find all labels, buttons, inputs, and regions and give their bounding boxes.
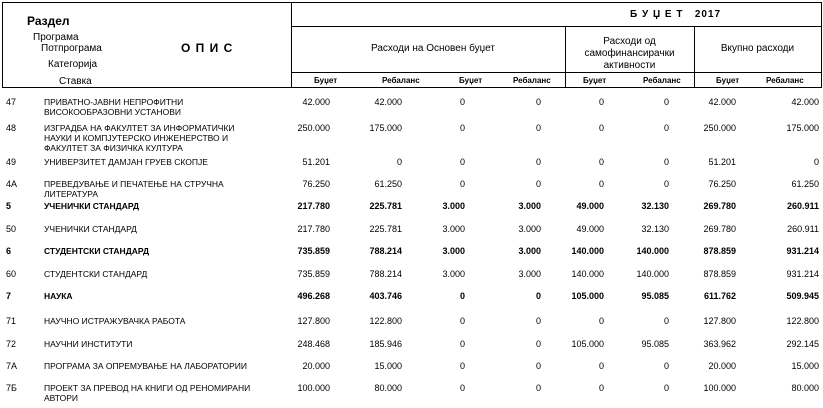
row-value: 51.201 (708, 157, 736, 167)
row-value: 140.000 (571, 246, 604, 256)
row-value: 0 (535, 291, 541, 301)
row-value: 0 (535, 339, 541, 349)
header-bottom-rule (2, 87, 822, 88)
row-value: 788.214 (369, 269, 402, 279)
row-description (44, 157, 292, 179)
row-value: 61.250 (374, 179, 402, 189)
row-value: 3.000 (518, 224, 541, 234)
row-value: 0 (459, 361, 465, 371)
row-value: 0 (459, 97, 465, 107)
header-group-samo-1: Расходи од (603, 36, 656, 47)
row-value: 105.000 (571, 339, 604, 349)
row-value: 76.250 (708, 179, 736, 189)
table-row (0, 224, 823, 246)
row-value: 61.250 (791, 179, 819, 189)
row-value: 0 (598, 316, 604, 326)
header-stavka: Ставка (59, 76, 92, 87)
row-description-line: УНИВЕРЗИТЕТ ДАМЈАН ГРУЕВ СКОПЈЕ (44, 157, 208, 167)
row-value: 0 (459, 316, 465, 326)
row-description-line: НАУЧНО ИСТРАЖУВАЧКА РАБОТА (44, 316, 186, 326)
row-value: 0 (459, 123, 465, 133)
row-description-line: СТУДЕНТСКИ СТАНДАРД (44, 246, 150, 256)
row-value: 0 (535, 316, 541, 326)
row-value: 0 (535, 123, 541, 133)
row-description (44, 291, 292, 316)
row-value: 0 (598, 157, 604, 167)
row-value: 15.000 (791, 361, 819, 371)
row-value: 95.085 (641, 291, 669, 301)
header-budget-title: Б У Џ Е Т 2017 (630, 9, 722, 20)
col-samo-budget: Буџет (583, 76, 607, 85)
row-value: 496.268 (297, 291, 330, 301)
row-description (44, 316, 292, 339)
row-description-line: ПРОГРАМА ЗА ОПРЕМУВАЊЕ НА ЛАБОРАТОРИИ (44, 361, 247, 371)
row-value: 0 (663, 157, 669, 167)
budget-table (0, 97, 823, 403)
row-value: 735.859 (297, 269, 330, 279)
row-description-line: ФАКУЛТЕТ ЗА ФИЗИЧКА КУЛТУРА (44, 143, 183, 153)
header-group-samo-2: самофинансирачки (584, 48, 675, 59)
row-value: 42.000 (374, 97, 402, 107)
row-value: 0 (663, 123, 669, 133)
row-value: 3.000 (442, 269, 465, 279)
table-row (0, 246, 823, 269)
row-value: 403.746 (369, 291, 402, 301)
table-row (0, 97, 823, 123)
row-description-line: УЧЕНИЧКИ СТАНДАРД (44, 224, 137, 234)
row-description-line: НАУЧНИ ИНСТИТУТИ (44, 339, 133, 349)
col-osnoven-rebalans: Ребаланс (382, 76, 420, 85)
row-description-line: УЧЕНИЧКИ СТАНДАРД (44, 201, 140, 211)
row-value: 42.000 (302, 97, 330, 107)
row-value: 878.859 (703, 269, 736, 279)
row-value: 95.085 (641, 339, 669, 349)
row-value: 20.000 (708, 361, 736, 371)
row-code: 7А (6, 361, 18, 371)
row-value: 140.000 (636, 269, 669, 279)
row-description (44, 201, 292, 224)
row-value: 0 (598, 383, 604, 393)
row-value: 878.859 (703, 246, 736, 256)
row-value: 225.781 (369, 201, 402, 211)
row-value: 248.468 (297, 339, 330, 349)
header-subcols-rule (291, 72, 822, 73)
row-value: 363.962 (703, 339, 736, 349)
row-value: 3.000 (518, 201, 541, 211)
row-value: 175.000 (369, 123, 402, 133)
row-value: 0 (663, 361, 669, 371)
header-programa: Програма (33, 32, 79, 43)
row-description-line: ЛИТЕРАТУРА (44, 189, 99, 199)
row-value: 0 (598, 361, 604, 371)
row-value: 185.946 (369, 339, 402, 349)
row-description (44, 383, 292, 403)
row-code: 60 (6, 269, 17, 279)
table-row (0, 339, 823, 361)
row-value: 788.214 (369, 246, 402, 256)
header-group-samo-3: активности (603, 60, 656, 71)
row-description-line: ПРИВАТНО-ЈАВНИ НЕПРОФИТНИ (44, 97, 184, 107)
row-description (44, 361, 292, 383)
row-code: 47 (6, 97, 17, 107)
table-row (0, 316, 823, 339)
row-value: 0 (598, 123, 604, 133)
row-value: 509.945 (786, 291, 819, 301)
table-row (0, 179, 823, 201)
row-value: 80.000 (374, 383, 402, 393)
table-row (0, 361, 823, 383)
row-value: 49.000 (576, 224, 604, 234)
row-value: 175.000 (786, 123, 819, 133)
row-value: 0 (535, 383, 541, 393)
row-value: 0 (598, 179, 604, 189)
row-value: 0 (663, 316, 669, 326)
row-value: 0 (663, 179, 669, 189)
row-value: 292.145 (786, 339, 819, 349)
row-value: 42.000 (791, 97, 819, 107)
row-description (44, 224, 292, 246)
row-value: 0 (535, 157, 541, 167)
row-value: 0 (663, 383, 669, 393)
table-row (0, 269, 823, 291)
row-value: 105.000 (571, 291, 604, 301)
row-value: 250.000 (703, 123, 736, 133)
row-value: 20.000 (302, 361, 330, 371)
row-value: 100.000 (297, 383, 330, 393)
row-value: 0 (535, 361, 541, 371)
header-budget-underline (291, 26, 822, 27)
row-value: 0 (813, 157, 819, 167)
row-code: 72 (6, 339, 17, 349)
header-left-rule (2, 2, 3, 88)
table-body (0, 97, 823, 403)
row-value: 250.000 (297, 123, 330, 133)
row-value: 269.780 (703, 224, 736, 234)
row-description (44, 339, 292, 361)
col-vkupno-budget: Буџет (716, 76, 740, 85)
row-value: 3.000 (442, 224, 465, 234)
row-description-line: ВИСОКООБРАЗОВНИ УСТАНОВИ (44, 107, 181, 117)
row-value: 260.911 (787, 224, 819, 234)
row-code: 50 (6, 224, 17, 234)
row-description-line: ИЗГРАДБА НА ФАКУЛТЕТ ЗА ИНФОРМАТИЧКИ (44, 123, 235, 133)
row-value: 76.250 (302, 179, 330, 189)
table-row (0, 123, 823, 157)
row-value: 217.780 (297, 224, 330, 234)
row-value: 260.911 (786, 201, 819, 211)
row-code: 7 (6, 291, 12, 301)
row-value: 0 (396, 157, 402, 167)
header-right-rule (821, 2, 822, 88)
row-value: 3.000 (518, 269, 541, 279)
row-value: 32.130 (641, 224, 669, 234)
row-code: 7Б (6, 383, 17, 393)
row-value: 127.800 (703, 316, 736, 326)
row-value: 0 (535, 179, 541, 189)
row-description-line: НАУКА (44, 291, 73, 301)
table-row (0, 291, 823, 316)
row-value: 100.000 (703, 383, 736, 393)
row-value: 0 (459, 291, 465, 301)
row-description-line: ПРОЕКТ ЗА ПРЕВОД НА КНИГИ ОД РЕНОМИРАНИ (44, 383, 251, 393)
row-value: 931.214 (786, 269, 819, 279)
header-potprograma: Потпрограма (41, 43, 102, 54)
row-description (44, 123, 292, 157)
row-description (44, 179, 292, 201)
row-value: 122.800 (786, 316, 819, 326)
col-osnoven2-budget: Буџет (459, 76, 483, 85)
row-value: 3.000 (518, 246, 541, 256)
row-value: 122.800 (369, 316, 402, 326)
row-value: 0 (535, 97, 541, 107)
row-code: 71 (6, 316, 17, 326)
header-razdel: Раздел (27, 14, 70, 28)
row-description-line: ПРЕВЕДУВАЊЕ И ПЕЧАТЕЊЕ НА СТРУЧНА (44, 179, 224, 189)
row-value: 735.859 (297, 246, 330, 256)
table-row (0, 157, 823, 179)
row-value: 3.000 (442, 201, 465, 211)
row-code: 6 (6, 246, 12, 256)
row-code: 5 (6, 201, 12, 211)
header-divider-desc (291, 2, 292, 88)
row-value: 931.214 (786, 246, 819, 256)
row-value: 49.000 (576, 201, 604, 211)
row-value: 0 (459, 157, 465, 167)
row-description-line: СТУДЕНТСКИ СТАНДАРД (44, 269, 148, 279)
header-top-rule (2, 2, 822, 3)
row-value: 269.780 (703, 201, 736, 211)
row-value: 611.762 (703, 291, 736, 301)
row-code: 48 (6, 123, 17, 133)
row-description (44, 269, 292, 291)
row-code: 4А (6, 179, 18, 189)
row-value: 3.000 (442, 246, 465, 256)
row-value: 217.780 (297, 201, 330, 211)
row-code: 49 (6, 157, 17, 167)
header-kategorija: Категорија (48, 59, 98, 70)
table-row (0, 383, 823, 403)
row-value: 51.201 (302, 157, 330, 167)
row-value: 15.000 (374, 361, 402, 371)
header-group-osnoven: Расходи на Основен буџет (371, 43, 495, 54)
header-divider-vkupno (694, 26, 695, 88)
col-osnoven2-rebalans: Ребаланс (513, 76, 551, 85)
row-value: 42.000 (708, 97, 736, 107)
table-row (0, 201, 823, 224)
row-value: 0 (459, 179, 465, 189)
col-osnoven-budget: Буџет (314, 76, 338, 85)
row-description-line: АВТОРИ (44, 393, 78, 403)
table-header (0, 0, 823, 88)
row-value: 0 (459, 383, 465, 393)
row-value: 32.130 (641, 201, 669, 211)
row-value: 140.000 (571, 269, 604, 279)
row-value: 0 (459, 339, 465, 349)
row-value: 80.000 (791, 383, 819, 393)
row-description (44, 246, 292, 269)
row-value: 140.000 (636, 246, 669, 256)
row-description-line: НАУКИ И КОМПЈУТЕРСКО ИНЖЕНЕРСТВО И (44, 133, 229, 143)
col-vkupno-rebalans: Ребаланс (766, 76, 804, 85)
row-value: 225.781 (369, 224, 402, 234)
row-value: 0 (598, 97, 604, 107)
row-value: 0 (663, 97, 669, 107)
col-samo-rebalans: Ребаланс (643, 76, 681, 85)
row-description (44, 97, 292, 123)
header-group-vkupno: Вкупно расходи (720, 43, 795, 54)
row-value: 127.800 (297, 316, 330, 326)
header-opis: О П И С (181, 41, 234, 55)
